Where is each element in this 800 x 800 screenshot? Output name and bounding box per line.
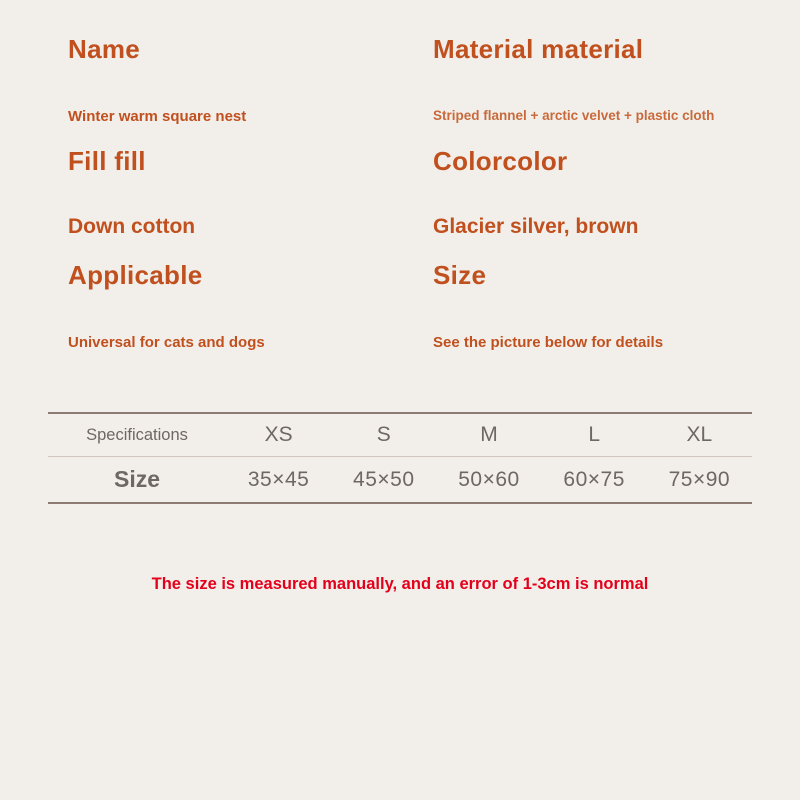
table-row-headers [48,413,752,457]
size-table-wrapper [48,412,752,504]
table-header-xl: XL [647,413,752,457]
spec-heading-material: Material material [433,34,644,64]
table-cell-size-xl: 75×90 [647,457,752,504]
measurement-disclaimer: The size is measured manually, and an error of 1-3cm is normal [151,575,649,593]
table-header-m: M [436,413,541,457]
spec-value-applicable: Universal for cats and dogs [68,334,265,351]
table-label-specifications: Specifications [48,413,226,457]
table-cell-size-s: 45×50 [331,457,436,504]
table-header-xs: XS [226,413,331,457]
table-cell-size-l: 60×75 [542,457,647,504]
spec-heading-color: Colorcolor [433,146,568,176]
spec-heading-applicable: Applicable [68,260,203,290]
table-header-l: L [542,413,647,457]
spec-value-material: Striped flannel + arctic velvet + plastic cloth [433,108,715,123]
spec-heading-name: Name [68,34,141,64]
table-row-sizes [48,457,752,504]
size-table [48,412,752,504]
table-cell-size-m: 50×60 [436,457,541,504]
spec-heading-fill: Fill fill [68,146,146,176]
spec-value-color: Glacier silver, brown [433,215,639,238]
spec-heading-size: Size [433,260,487,290]
table-header-s: S [331,413,436,457]
spec-value-fill: Down cotton [68,215,196,238]
spec-grid [0,10,800,370]
spec-value-name: Winter warm square nest [68,108,247,125]
table-cell-size-xs: 35×45 [226,457,331,504]
table-label-size: Size [48,457,226,504]
spec-value-size: See the picture below for details [433,334,664,351]
